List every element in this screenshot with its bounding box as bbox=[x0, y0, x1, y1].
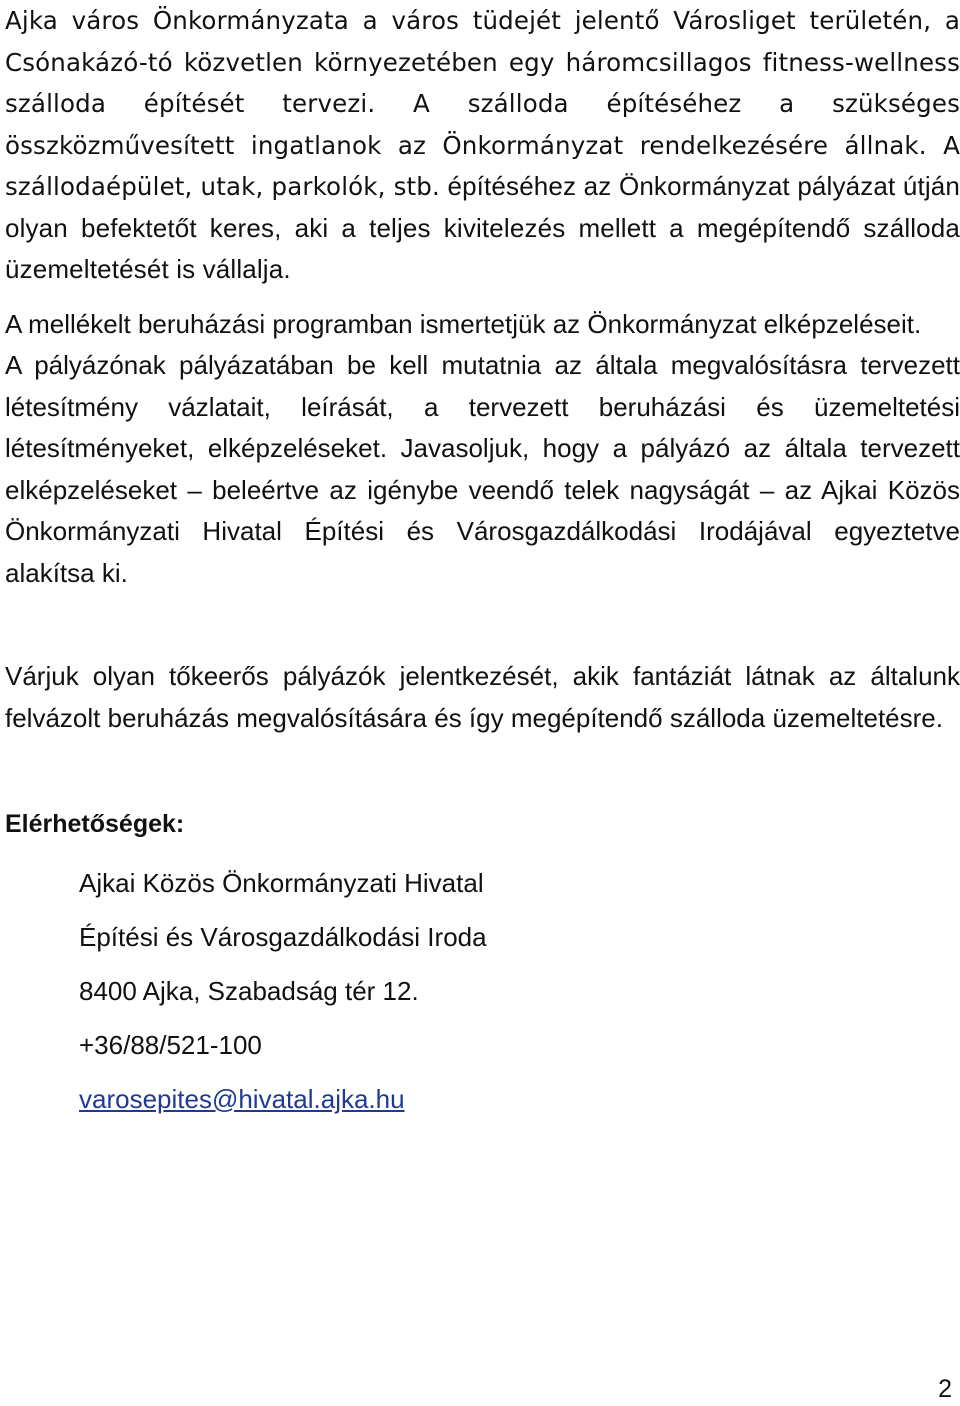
program-paragraph: A mellékelt beruházási programban ismertetjük az Önkormányzat elképzeléseit. bbox=[5, 308, 922, 339]
document-page bbox=[5, 0, 960, 1126]
contact-heading: Elérhetőségek: bbox=[5, 810, 185, 838]
contact-list bbox=[79, 856, 960, 1126]
contact-email-link[interactable]: varosepites@hivatal.ajka.hu bbox=[79, 1083, 405, 1114]
contact-email-item bbox=[79, 1072, 960, 1126]
contact-address: 8400 Ajka, Szabadság tér 12. bbox=[79, 975, 419, 1006]
intro-paragraph bbox=[5, 0, 960, 291]
contact-office: Ajkai Közös Önkormányzati Hivatal bbox=[79, 867, 484, 898]
contact-phone: +36/88/521-100 bbox=[79, 1029, 262, 1060]
page-number: 2 bbox=[938, 1375, 952, 1403]
intro-paragraph-part-1: Ajka város Önkormányzata a város tüdejét jelentő Városliget területén, a Csónakázó-tó közvetlen környezetében egy háromcsillagos fitness-wellness szálloda építését tervezi. A szálloda építéséhez a szükséges összközművesített ingatlanok az Önkormányzat rendelkezésére állnak. A szállodaépület, utak, parkolók, stb. bbox=[5, 6, 960, 201]
contact-department: Építési és Városgazdálkodási Iroda bbox=[79, 921, 487, 952]
requirements-paragraph: A pályázónak pályázatában be kell mutatnia az általa megvalósításra tervezett létesítmény vázlatait, leírását, a tervezett beruházási és üzemeltetési létesítményeket, elképzeléseket. Javasoljuk, hogy a pályázó az általa tervezett elképzeléseket – beleértve az igénybe veendő telek nagyságát – az Ajkai Közös Önkormányzati Hivatal Építési és Városgazdálkodási Irodájával egyeztetve alakítsa ki. bbox=[5, 350, 960, 588]
intro-paragraph-part-2: építéséhez az Önkormányzat pályázat útján olyan befektetőt keres, aki a teljes kivitelezés mellett a megépítendő szálloda üzemeltetését is vállalja. bbox=[5, 171, 960, 284]
invitation-paragraph: Várjuk olyan tőkeerős pályázók jelentkezését, akik fantáziát látnak az általunk felvázolt beruházás megvalósítására és így megépítendő szálloda üzemeltetésre. bbox=[5, 661, 960, 733]
